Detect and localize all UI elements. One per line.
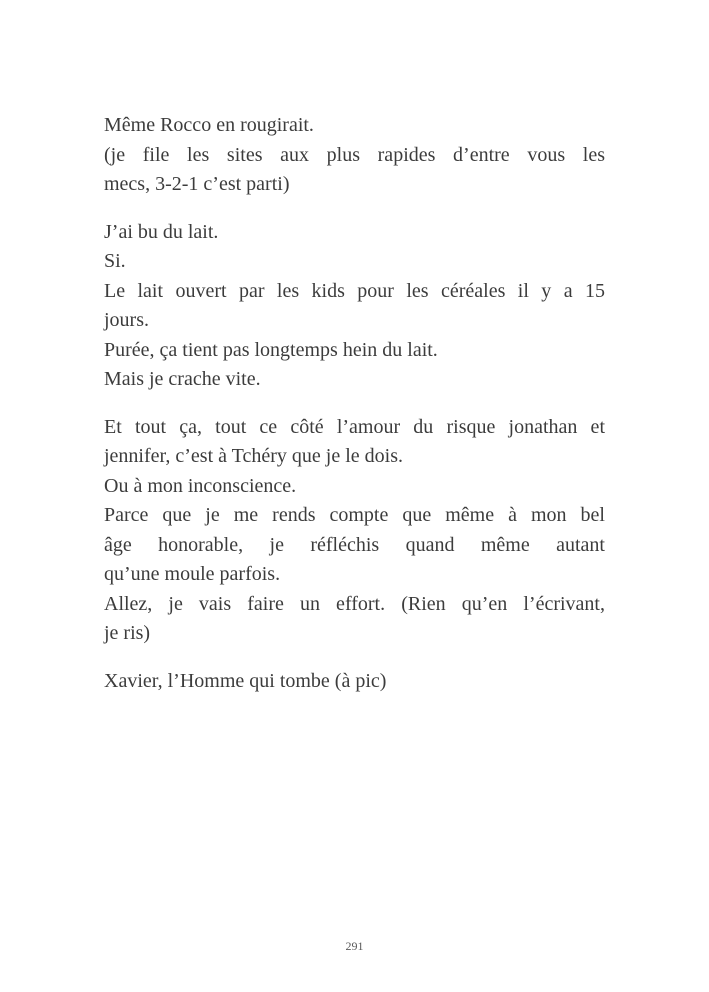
text-line: Purée, ça tient pas longtemps hein du lait. xyxy=(104,338,438,361)
text-line: Parce que je me rends compte que même à mon bel xyxy=(104,504,605,526)
paragraph xyxy=(104,111,605,200)
text-line: je ris) xyxy=(104,622,151,644)
text-line: Même Rocco en rougirait. xyxy=(104,114,314,136)
paragraph xyxy=(104,218,605,395)
text-line: Xavier, l’Homme qui tombe (à pic) xyxy=(104,669,387,692)
text-line: Et tout ça, tout ce côté l’amour du risque jonathan et xyxy=(104,415,605,438)
text-line: jours. xyxy=(104,309,149,331)
text-line: Le lait ouvert par les kids pour les céréales il y a 15 xyxy=(104,279,605,302)
text-line: Mais je crache vite. xyxy=(104,368,261,390)
text-block xyxy=(104,111,605,696)
text-line: (je file les sites aux plus rapides d’entre vous les xyxy=(104,143,605,166)
text-line: mecs, 3-2-1 c’est parti) xyxy=(104,173,290,195)
text-line: qu’une moule parfois. xyxy=(104,563,281,585)
text-line: Allez, je vais faire un effort. (Rien qu’en l’écrivant, xyxy=(104,592,605,615)
paragraph xyxy=(104,667,605,697)
text-line: âge honorable, je réfléchis quand même autant xyxy=(104,533,605,556)
text-line: J’ai bu du lait. xyxy=(104,220,219,243)
page-number: 291 xyxy=(345,939,364,953)
text-line: jennifer, c’est à Tchéry que je le dois. xyxy=(104,445,403,467)
text-line: Ou à mon inconscience. xyxy=(104,474,297,497)
text-line: Si. xyxy=(104,250,126,272)
paragraph xyxy=(104,413,605,649)
